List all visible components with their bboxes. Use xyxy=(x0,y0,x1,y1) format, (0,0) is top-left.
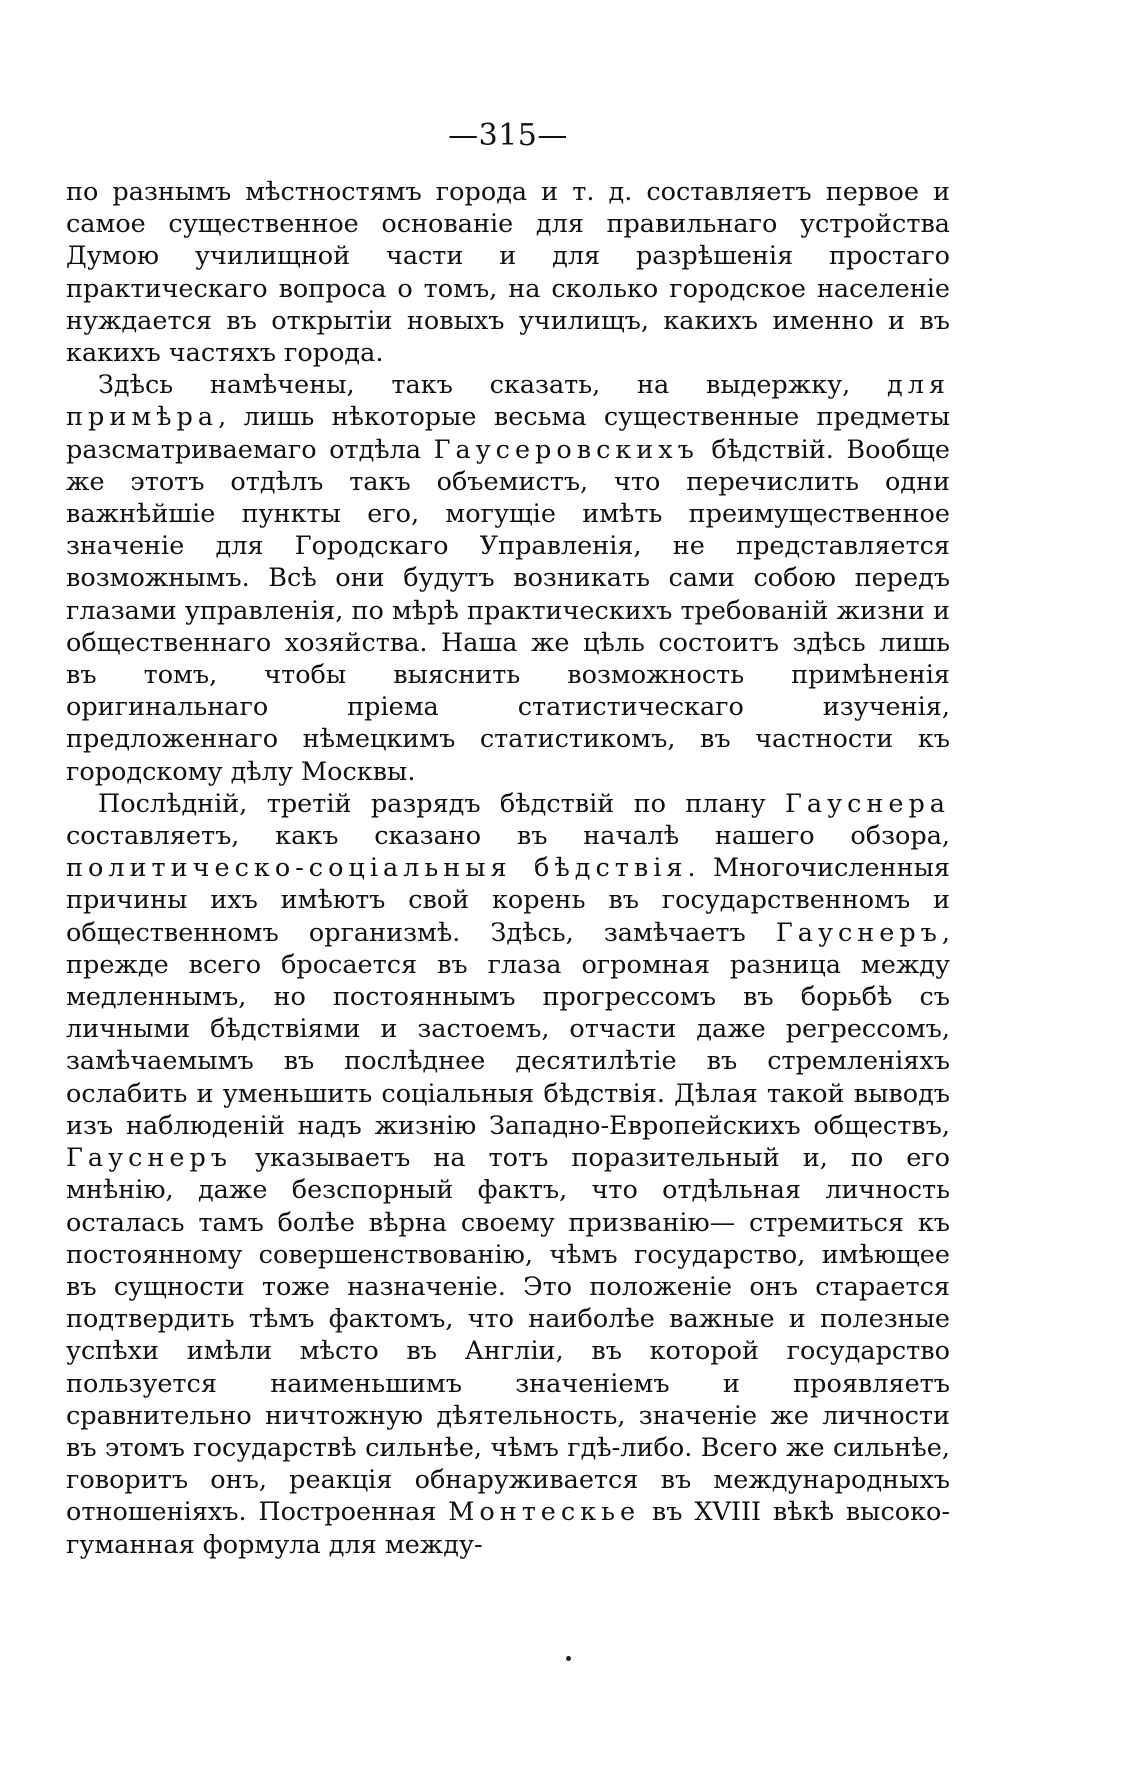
page-number: 315 xyxy=(478,118,538,153)
paragraph-2-spaced-segment: для примѣра xyxy=(66,370,950,433)
paragraph-2-segment: Здѣсь намѣчены, такъ сказать, на выдержку, xyxy=(98,370,887,401)
paragraph-3 xyxy=(66,788,950,1561)
paragraph-3-spaced-segment: Гауснера xyxy=(785,788,950,819)
paragraph-1-text: по разнымъ мѣстностямъ города и т. д. составляетъ первое и самое существенное основаніе для правильнаго устройства Думою училищной части и для разрѣшенія простаго практическаго вопроса о томъ, на сколько городское населеніе нуждается въ открытіи новыхъ училищъ, какихъ именно и въ какихъ частяхъ города. xyxy=(66,177,950,369)
paragraph-3-spaced-segment: политическо-соціальныя бѣдствія xyxy=(66,853,688,884)
paragraph-3-segment: въ XVIII вѣкѣ высоко-гуманная формула для между- xyxy=(66,1497,950,1560)
paragraph-3-spaced-segment: Гауснеръ xyxy=(66,1143,233,1174)
paragraph-3-spaced-segment: Монтескье xyxy=(448,1497,641,1528)
page-number-dash-left: — xyxy=(448,118,479,153)
print-speck xyxy=(566,1656,571,1661)
book-page xyxy=(66,118,950,1561)
paragraph-3-segment: составляетъ, какъ сказано въ началѣ нашего обзора, xyxy=(66,821,950,852)
paragraph-2-segment: бѣдствій. Вообще же этотъ отдѣлъ такъ объемистъ, что перечислить одни важнѣйшіе пункты его, могущіе имѣть преимущественное значеніе для Городскаго Управленія, не представляется возможнымъ. Всѣ они будутъ возникать сами собою передъ глазами управленія, по мѣрѣ практическихъ требованій жизни и общественнаго хозяйства. Наша же цѣль состоитъ здѣсь лишь въ томъ, чтобы выяснить возможность примѣненія оригинальнаго пріема статистическаго изученія, предложеннаго нѣмецкимъ статистикомъ, въ частности къ городскому дѣлу Москвы. xyxy=(66,434,950,787)
paragraph-3-segment: , прежде всего бросается въ глаза огромная разница между медленнымъ, но постояннымъ прогрессомъ въ борьбѣ съ личными бѣдствіями и застоемъ, отчасти даже регрессомъ, замѣчаемымъ въ послѣднее десятилѣтіе въ стремленіяхъ ослабить и уменьшить соціальныя бѣдствія. Дѣлая такой выводъ изъ наблюденій надъ жизнію Западно-Европейскихъ обществъ, xyxy=(66,917,950,1141)
page-number-header xyxy=(66,118,950,154)
body-text xyxy=(66,176,950,1561)
paragraph-3-segment: указываетъ на тотъ поразительный и, по его мнѣнію, даже безспорный фактъ, что отдѣльная личность осталась тамъ болѣе вѣрна своему призванію— стремиться къ постоянному совершенствованію, чѣмъ государство, имѣющее въ сущности тоже назначеніе. Это положеніе онъ старается подтвердить тѣмъ фактомъ, что наиболѣе важные и полезные успѣхи имѣли мѣсто въ Англіи, въ которой государство пользуется наименьшимъ значеніемъ и проявляетъ сравнительно ничтожную дѣятельность, значеніе же личности въ этомъ государствѣ сильнѣе, чѣмъ гдѣ-либо. Всего же сильнѣе, говоритъ онъ, реакція обнаруживается въ международныхъ отношеніяхъ. Построенная xyxy=(66,1143,950,1528)
paragraph-2-segment: , лишь нѣкоторые весьма существенные предметы разсматриваемаго отдѣла xyxy=(66,402,950,465)
paragraph-2 xyxy=(66,369,950,788)
page-number-dash-right: — xyxy=(537,118,568,153)
paragraph-1 xyxy=(66,176,950,369)
paragraph-3-segment: . Многочисленныя причины ихъ имѣютъ свой корень въ государственномъ и общественномъ организмѣ. Здѣсь, замѣчаетъ xyxy=(66,853,950,948)
paragraph-2-spaced-segment: Гаусеровскихъ xyxy=(433,434,699,465)
paragraph-3-segment: Послѣдній, третій разрядъ бѣдствій по плану xyxy=(98,788,785,819)
paragraph-3-spaced-segment: Гауснеръ xyxy=(775,917,942,948)
